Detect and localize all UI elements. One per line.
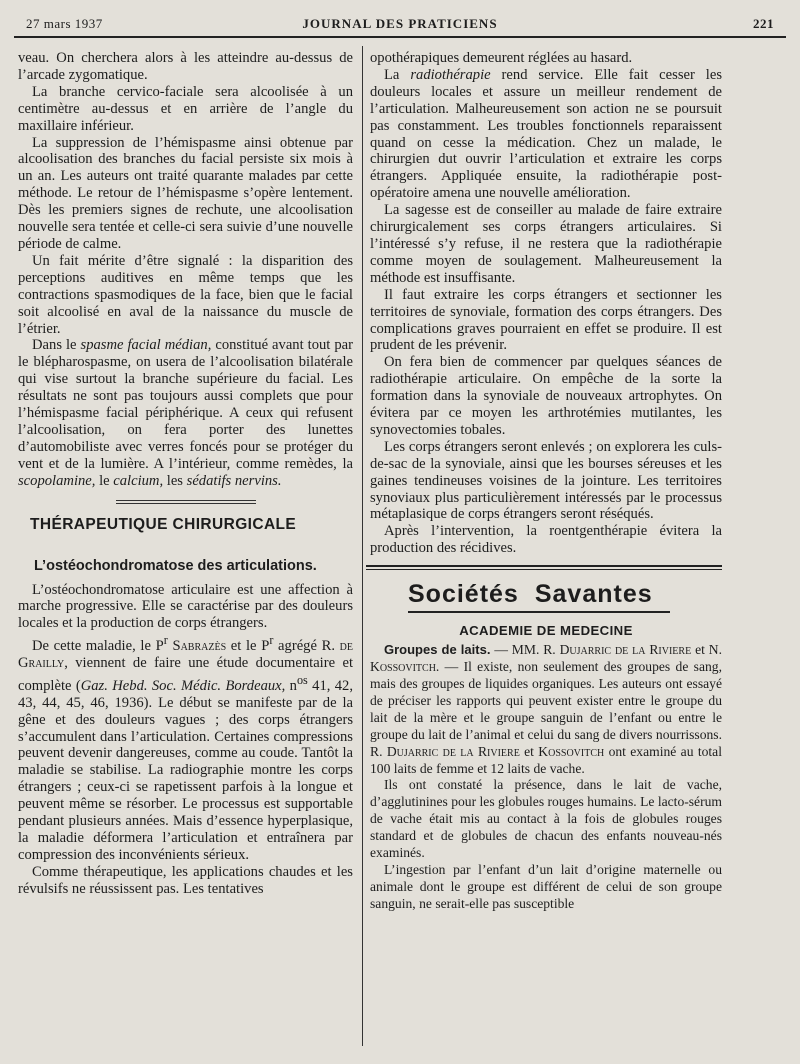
paragraph: De cette maladie, le $P^r$ Sabrazès et le $P^r$ agrégé R. de Grailly, viennent de faire une étude documentaire et complète (Gaz. Hebd. Soc. Médic. Bordeaux, $n^{os}$ 41, 42, 43, 44, 45, 46, 1936). Le début se manifeste par de la gêne et des douleurs vagues ; des corps étrangers s’accumulent dans l’articulation. Certaines compressions peuvent devenir dangereuses, comme au coude. Tantôt la maladie se stabilise. La radiographie montre les corps étrangers ; ceux-ci se rapetissent parfois à la longue et peuvent même se résorber. Le processus est supportable pendant plusieurs années. Mais d’essence hyperplasique, la maladie déformera l’articulation et entraînera par compression des inconvénients sérieux. <box>18 633 353 863</box>
paragraph: La sagesse est de conseiller au malade de faire extraire chirurgicalement ses corps étrangers articulaires. Si l’intéressé s’y refuse, il ne restera que la radiothérapie comme moyen de soulagement. Malheureusement la méthode est insuffisante. <box>370 202 722 286</box>
header-rule <box>14 36 786 38</box>
paragraph: Ils ont constaté la présence, dans le lait de vache, d’agglutinines pour les globules rouges humains. Le lacto-sérum de vache était mis au contact à la fois de globules rouges standard et de globules de chacun des enfants nouveau-nés examinés. <box>370 777 722 861</box>
section-title: Sociétés Savantes <box>408 580 653 609</box>
paragraph: Un fait mérite d’être signalé : la disparition des perceptions auditives en même temps que les contractions spasmodiques de la face, bien que le facial soit alcoolisé en aval de la naissance du muscle de l’étrier. <box>18 252 353 337</box>
running-head <box>26 14 774 34</box>
paragraph: On fera bien de commencer par quelques séances de radiothérapie articulaire. On empêche de la sorte la formation dans la synoviale de nouveaux artrophytes. On évitera par ce moyen les arthrotémies mutilantes, les synovectomies tobales. <box>370 354 722 438</box>
citation: Gaz. Hebd. Soc. Médic. Bordeaux, <box>80 677 286 694</box>
left-column <box>18 50 353 898</box>
paragraph: La branche cervico-faciale sera alcoolisée à un centimètre au-dessus et en arrière de l’angle du maxillaire inférieur. <box>18 83 353 134</box>
title-underline <box>408 611 670 613</box>
subsection-title: ACADEMIE DE MEDECINE <box>459 623 633 639</box>
author-name: Sabrazès <box>172 638 227 655</box>
paragraph: L’ostéochondromatose articulaire est une affection à marche progressive. Elle se caractérise par des douleurs locales et la production de corps étrangers. <box>18 581 353 632</box>
right-column <box>370 50 722 913</box>
article-heading: Groupes de laits. <box>384 642 491 658</box>
author-name: Dujarric de la Riviere <box>386 743 520 759</box>
paragraph: La radiothérapie rend service. Elle fait cesser les douleurs locales et assure un meilleur rendement de l’articulation. Malheureusement son action ne se poursuit pas constamment. Les troubles fonctionnels reparaissent quand on cesse la médication. Chez un malade, le chirurgien dut ouvrir l’articulation et extraire les corps étrangers. Appliquée ensuite, la radiothérapie post-opératoire amena une nouvelle amélioration. <box>370 66 722 202</box>
author-name: Dujarric de la Riviere <box>559 642 692 658</box>
paragraph: Les corps étrangers seront enlevés ; on explorera les culs-de-sac de la synoviale, ainsi que les bourses séreuses et les gaines tendineuses voisines de la jointure. Les territoires synoviaux plus particulièrement intéressés par le processus métaplasique de corps étrangers seront réséqués. <box>370 438 722 523</box>
paragraph: Groupes de laits. — MM. R. Dujarric de la Riviere et N. Kossovitch. — Il existe, non seulement des groupes de sang, mais des groupes de liquides organiques. Les auteurs ont essayé de préciser les rapports qui peuvent exister entre le groupe du lait de la mère et le groupe sanguin de l’enfant ou entre le groupe du lait de l’animal et celui du sang de divers nourrissons. R. Dujarric de la Riviere et Kossovitch ont examiné au total 100 laits de femme et 12 laits de vache. <box>370 642 722 776</box>
double-rule <box>366 565 722 570</box>
paragraph: L’ingestion par l’enfant d’un lait d’origine maternelle ou animale dont le groupe est différent de celui de son groupe sanguin, ne serait-elle pas susceptible <box>370 861 722 911</box>
section-title: THÉRAPEUTIQUE CHIRURGICALE <box>30 515 297 533</box>
paragraph: Après l’intervention, la roentgenthérapie évitera la production des récidives. <box>370 523 722 557</box>
author-name: Kossovitch. <box>370 659 440 675</box>
paragraph: opothérapiques demeurent réglées au hasard. <box>370 50 633 66</box>
column-divider <box>362 46 363 1046</box>
author-name: de Grailly, <box>18 638 353 672</box>
paragraph: Comme thérapeutique, les applications chaudes et les révulsifs ne réussissent pas. Les tentatives <box>18 863 353 897</box>
paragraph: La suppression de l’hémispasme ainsi obtenue par alcoolisation des branches du facial persiste six mois à un an. Les auteurs ont traité quarante malades par cette méthode. Le retour de l’hémispasme s’opère lentement. Dès les premiers signes de rechute, une alcoolisation nouvelle sera tentée et celle-ci sera suivie d’une nouvelle période de calme. <box>18 134 353 252</box>
paragraph: Dans le spasme facial médian, constitué avant tout par le blépharospasme, on usera de l’alcoolisation bilatérale qui vise surtout la branche supérieure du facial. Les résultats ne sont pas toujours aussi complets que pour l’hémispasme facial périphérique. A ceux qui refusent l’alcoolisation, on fera porter des lunettes d’automobiliste avec verres foncés pour se protéger du vent et de la lumière. A l’intérieur, comme remèdes, la scopolamine, le calcium, les sédatifs nervins. <box>18 337 353 489</box>
author-name: Kossovitch <box>538 743 605 759</box>
page-number: 221 <box>753 16 774 31</box>
issue-date: 27 mars 1937 <box>26 16 103 31</box>
section-rule <box>116 500 256 504</box>
article-title: L’ostéochondromatose des articulations. <box>34 557 317 574</box>
paragraph: Il faut extraire les corps étrangers et sectionner les territoires de synoviale, formation des corps étrangers. Des complications graves pourraient en effet se produire. Il est prudent de les prévenir. <box>370 286 722 354</box>
paragraph: veau. On cherchera alors à les atteindre au-dessus de l’arcade zygomatique. <box>18 50 353 83</box>
journal-title: JOURNAL DES PRATICIENS <box>302 16 498 31</box>
